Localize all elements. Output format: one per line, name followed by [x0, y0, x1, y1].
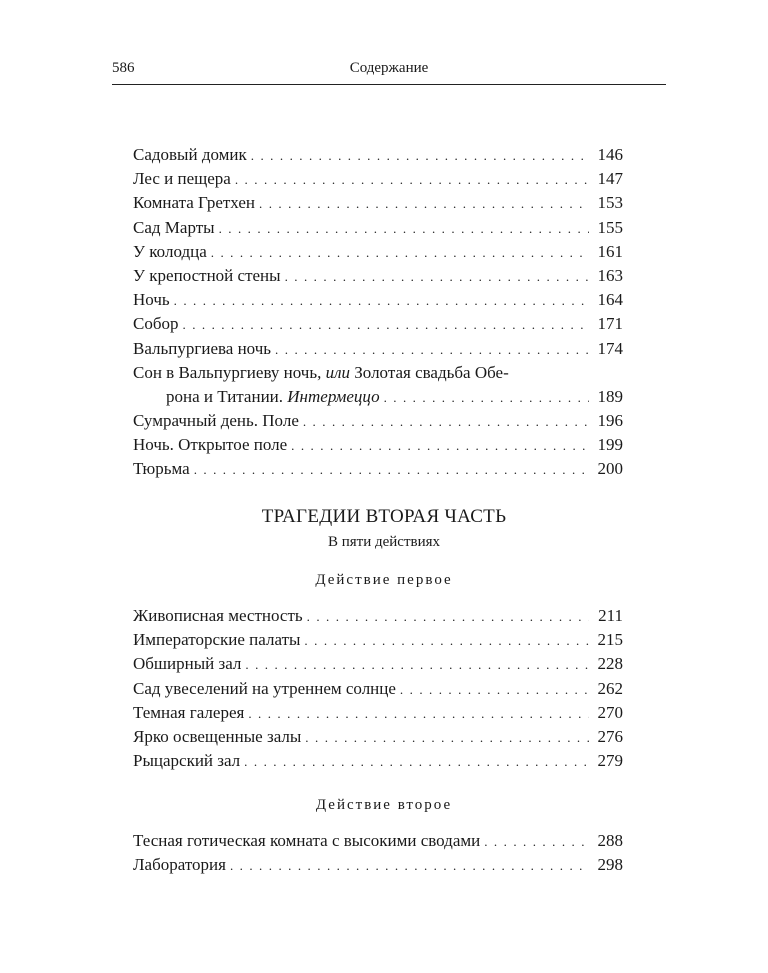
toc-entry — [133, 433, 623, 457]
toc-entry — [133, 725, 623, 749]
dot-leader — [235, 168, 589, 192]
toc-entry-title: У колодца — [133, 241, 207, 261]
toc-entry-page: 215 — [597, 630, 623, 650]
title-part: Сон в Вальпургиеву ночь, — [133, 362, 322, 382]
toc-entry-page: 196 — [597, 411, 623, 431]
toc-entry-title: Лес и пещера — [133, 169, 231, 189]
toc-entry-title: Обширный зал — [133, 654, 242, 674]
toc-entry-title-line2 — [133, 385, 623, 409]
toc-entry-page: 288 — [597, 831, 623, 850]
dot-leader — [248, 702, 589, 726]
toc-entry-page: 211 — [598, 606, 623, 625]
toc-entry — [133, 652, 623, 676]
dot-leader — [194, 458, 589, 482]
dot-leader — [245, 653, 589, 677]
toc-entry-page: 276 — [597, 726, 623, 746]
toc-entry-page: 200 — [597, 459, 623, 479]
part-title: ТРАГЕДИИ ВТОРАЯ ЧАСТЬ — [261, 506, 507, 527]
toc-entry-title: Собор — [133, 314, 179, 334]
toc-entry-title: Сад увеселений на утреннем солнце — [133, 678, 396, 698]
title-italic-part: или — [325, 362, 351, 382]
running-header — [112, 60, 666, 85]
toc-entry-page: 171 — [597, 314, 623, 334]
toc-entry — [133, 853, 623, 877]
toc-entry — [133, 628, 623, 652]
dot-leader — [484, 830, 589, 854]
toc-entry — [133, 288, 623, 312]
act-heading-first: Действие первое — [315, 572, 453, 588]
toc-entry-page: 163 — [597, 265, 623, 285]
dot-leader — [219, 217, 589, 241]
toc-entry-title-line1 — [133, 361, 623, 385]
title-part: рона и Титании. — [166, 386, 284, 406]
dot-leader — [285, 265, 589, 289]
toc-entry-title: Комната Гретхен — [133, 193, 256, 213]
dot-leader — [384, 386, 589, 410]
toc-entry-page: 228 — [597, 654, 623, 674]
toc-list-act-two — [133, 829, 623, 877]
dot-leader — [275, 338, 589, 362]
toc-entry — [133, 216, 623, 240]
toc-entry-page: 279 — [597, 751, 623, 771]
toc-entry — [133, 677, 623, 701]
toc-entry-page: 262 — [597, 678, 623, 698]
toc-entry-title: Рыцарский зал — [133, 751, 241, 771]
toc-entry-page: 161 — [597, 241, 623, 261]
toc-entry — [133, 604, 623, 628]
toc-entry — [133, 191, 623, 215]
dot-leader — [400, 678, 589, 702]
toc-entry-page: 153 — [597, 193, 623, 213]
title-part: Золотая свадьба Обе- — [354, 362, 509, 382]
toc-entry-page: 199 — [597, 435, 623, 455]
toc-entry-page: 146 — [597, 145, 623, 164]
toc-entry-page: 164 — [597, 290, 623, 310]
toc-entry-page: 147 — [597, 169, 623, 189]
toc-entry — [133, 240, 623, 264]
dot-leader — [305, 726, 589, 750]
toc-entry — [133, 701, 623, 725]
dot-leader — [230, 854, 589, 878]
dot-leader — [211, 241, 589, 265]
toc-list-part-one — [133, 143, 623, 482]
toc-entry-title: Ярко освещенные залы — [133, 726, 302, 746]
toc-entry — [133, 312, 623, 336]
toc-entry — [133, 749, 623, 773]
toc-entry — [133, 264, 623, 288]
toc-entry-title: Тесная готическая комната с высокими сводами — [133, 831, 481, 850]
toc-entry-title: Садовый домик — [133, 145, 247, 164]
dot-leader — [183, 313, 590, 337]
act-heading-second: Действие второе — [315, 797, 453, 813]
toc-entry-title: Живописная местность — [133, 606, 303, 625]
toc-entry-page: 155 — [597, 217, 623, 237]
toc-entry-title: Лаборатория — [133, 855, 226, 875]
toc-entry-title: Сад Марты — [133, 217, 215, 237]
dot-leader — [244, 750, 589, 774]
toc-entry-title: Сумрачный день. Поле — [133, 411, 299, 431]
page-number: 586 — [112, 60, 135, 76]
toc-entry-title: Ночь. Открытое поле — [133, 435, 288, 455]
toc-entry — [133, 143, 623, 167]
toc-entry-page: 270 — [597, 702, 623, 722]
toc-entry — [133, 457, 623, 481]
dot-leader — [307, 605, 589, 629]
toc-entry-multiline — [133, 361, 623, 409]
toc-entry — [133, 337, 623, 361]
toc-entry-title: Вальпургиева ночь — [133, 338, 272, 358]
toc-entry — [133, 167, 623, 191]
dot-leader — [303, 410, 589, 434]
dot-leader — [251, 144, 589, 168]
toc-entry-page: 174 — [597, 338, 623, 358]
toc-entry-page: 298 — [597, 855, 623, 875]
toc-entry-title: У крепостной стены — [133, 265, 281, 285]
dot-leader — [174, 289, 589, 313]
dot-leader — [291, 434, 589, 458]
toc-entry-page: 189 — [597, 386, 623, 406]
dot-leader — [304, 629, 589, 653]
part-subtitle: В пяти действиях — [327, 534, 441, 550]
dot-leader — [259, 192, 589, 216]
toc-entry-title: Ночь — [133, 290, 170, 310]
running-title: Содержание — [349, 60, 429, 76]
toc-entry-title: Тюрьма — [133, 459, 190, 479]
toc-list-act-one — [133, 604, 623, 773]
toc-entry-title: Темная галерея — [133, 702, 245, 722]
title-italic-part: Интермеццо — [287, 386, 380, 406]
toc-entry — [133, 829, 623, 853]
toc-entry — [133, 409, 623, 433]
toc-entry-title: Императорские палаты — [133, 630, 301, 650]
